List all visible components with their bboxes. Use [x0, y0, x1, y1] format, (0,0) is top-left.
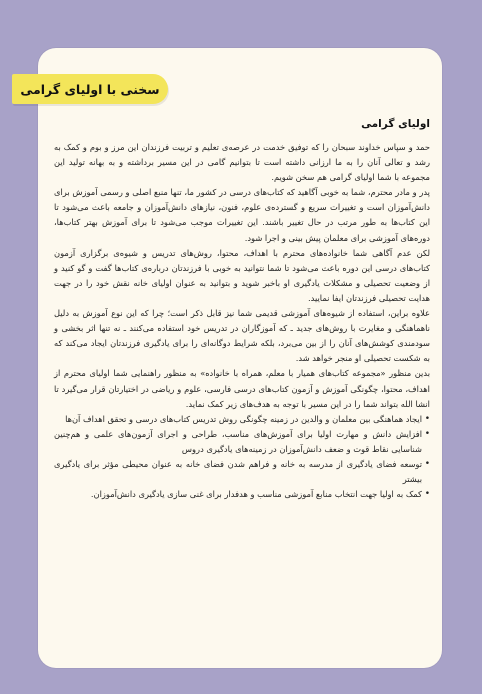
section-title: سخنی با اولیای گرامی — [20, 81, 160, 97]
paragraph: علاوه براین، استفاده از شیوه‌های آموزشی قدیمی شما نیز قابل ذکر است؛ چرا که این نوع آموزش به دلیل ناهماهنگی و مغایرت با روش‌های جدید ـ که آموزگاران در تدریس خود استفاده می‌کنند ـ نه تنها اثر بخشی و سودمندی کوشش‌های آنان را از بین می‌برد، بلکه شرایط دوگانه‌ای را برای یادگیری فرزندتان ایجاد می‌کند که به شکست تحصیلی او منجر خواهد شد. — [54, 308, 430, 364]
list-item: • افزایش دانش و مهارت اولیا برای آموزش‌های مناسب، طراحی و اجرای آزمون‌های علمی و هم‌چنین شناسایی نقاط قوت و ضعف دانش‌آموزان در زمینه‌های یادگیری دروس — [54, 427, 430, 457]
paragraph: حمد و سپاس خداوند سبحان را که توفیق خدمت در عرصه‌ی تعلیم و تربیت فرزندان این مرز و بوم و کمک به رشد و تعالی آنان را به ما ارزانی داشته است تا بتوانیم گامی در این مسیر برداشته و به بهانه تولید این مجموعه با شما اولیای گرامی هم سخن شویم. — [54, 142, 430, 183]
paragraph: پدر و مادر محترم، شما به خوبی آگاهید که کتاب‌های درسی در کشور ما، تنها منبع اصلی و رسمی آموزش برای دانش‌آموزان است و تغییرات سریع و گسترده‌ی علوم، فنون، نیازهای دانش‌آموزان و جامعه باعث می‌شود تا این کتاب‌ها به طور مرتب در حال تغییر باشند. این تغییرات موجب می‌شود تا برای آموزش بهتر کتاب‌ها، دوره‌های آموزشی برای معلمان پیش بینی و اجرا شود. — [54, 187, 430, 243]
salutation: اولیای گرامی — [361, 118, 430, 130]
letter-body — [54, 118, 430, 502]
paragraph: لکن عدم آگاهی شما خانواده‌های محترم با اهداف، محتوا، روش‌های تدریس و شیوه‌ی برگزاری آزمون کتاب‌های درسی این دوره باعث می‌شود تا شما نتوانید به خوبی با فرزندتان درباره‌ی کتاب‌ها گفت و گو کنید و از وضعیت تحصیلی و مشکلات یادگیری او باخبر شوید و بتوانید به عنوان اولیای خانه نقش خود را در جهت هدایت تحصیلی فرزندتان ایفا نمایید. — [54, 247, 430, 303]
list-item: • توسعه فضای یادگیری از مدرسه به خانه و فراهم شدن فضای خانه به عنوان محیطی مؤثر برای یادگیری بیشتر — [54, 457, 430, 487]
goals-list — [54, 412, 430, 503]
section-title-banner — [12, 74, 168, 104]
list-item: • کمک به اولیا جهت انتخاب منابع آموزشی مناسب و هدفدار برای غنی سازی یادگیری دانش‌آموزان. — [54, 487, 430, 502]
paragraph: بدین منظور «مجموعه کتاب‌های همیار با معلم، همراه با خانواده» به منظور راهنمایی شما اولیای محترم از اهداف، محتوا، چگونگی آموزش و آزمون کتاب‌های درسی فارسی، علوم و ریاضی در اختیارتان قرار می‌گیرد تا انشا الله بتواند شما را در این مسیر با توجه به هدف‌های زیر کمک نماید. — [54, 368, 430, 409]
list-item: • ایجاد هماهنگی بین معلمان و والدین در زمینه چگونگی روش تدریس کتاب‌های درسی و تحقق اهداف آن‌ها — [54, 412, 430, 427]
